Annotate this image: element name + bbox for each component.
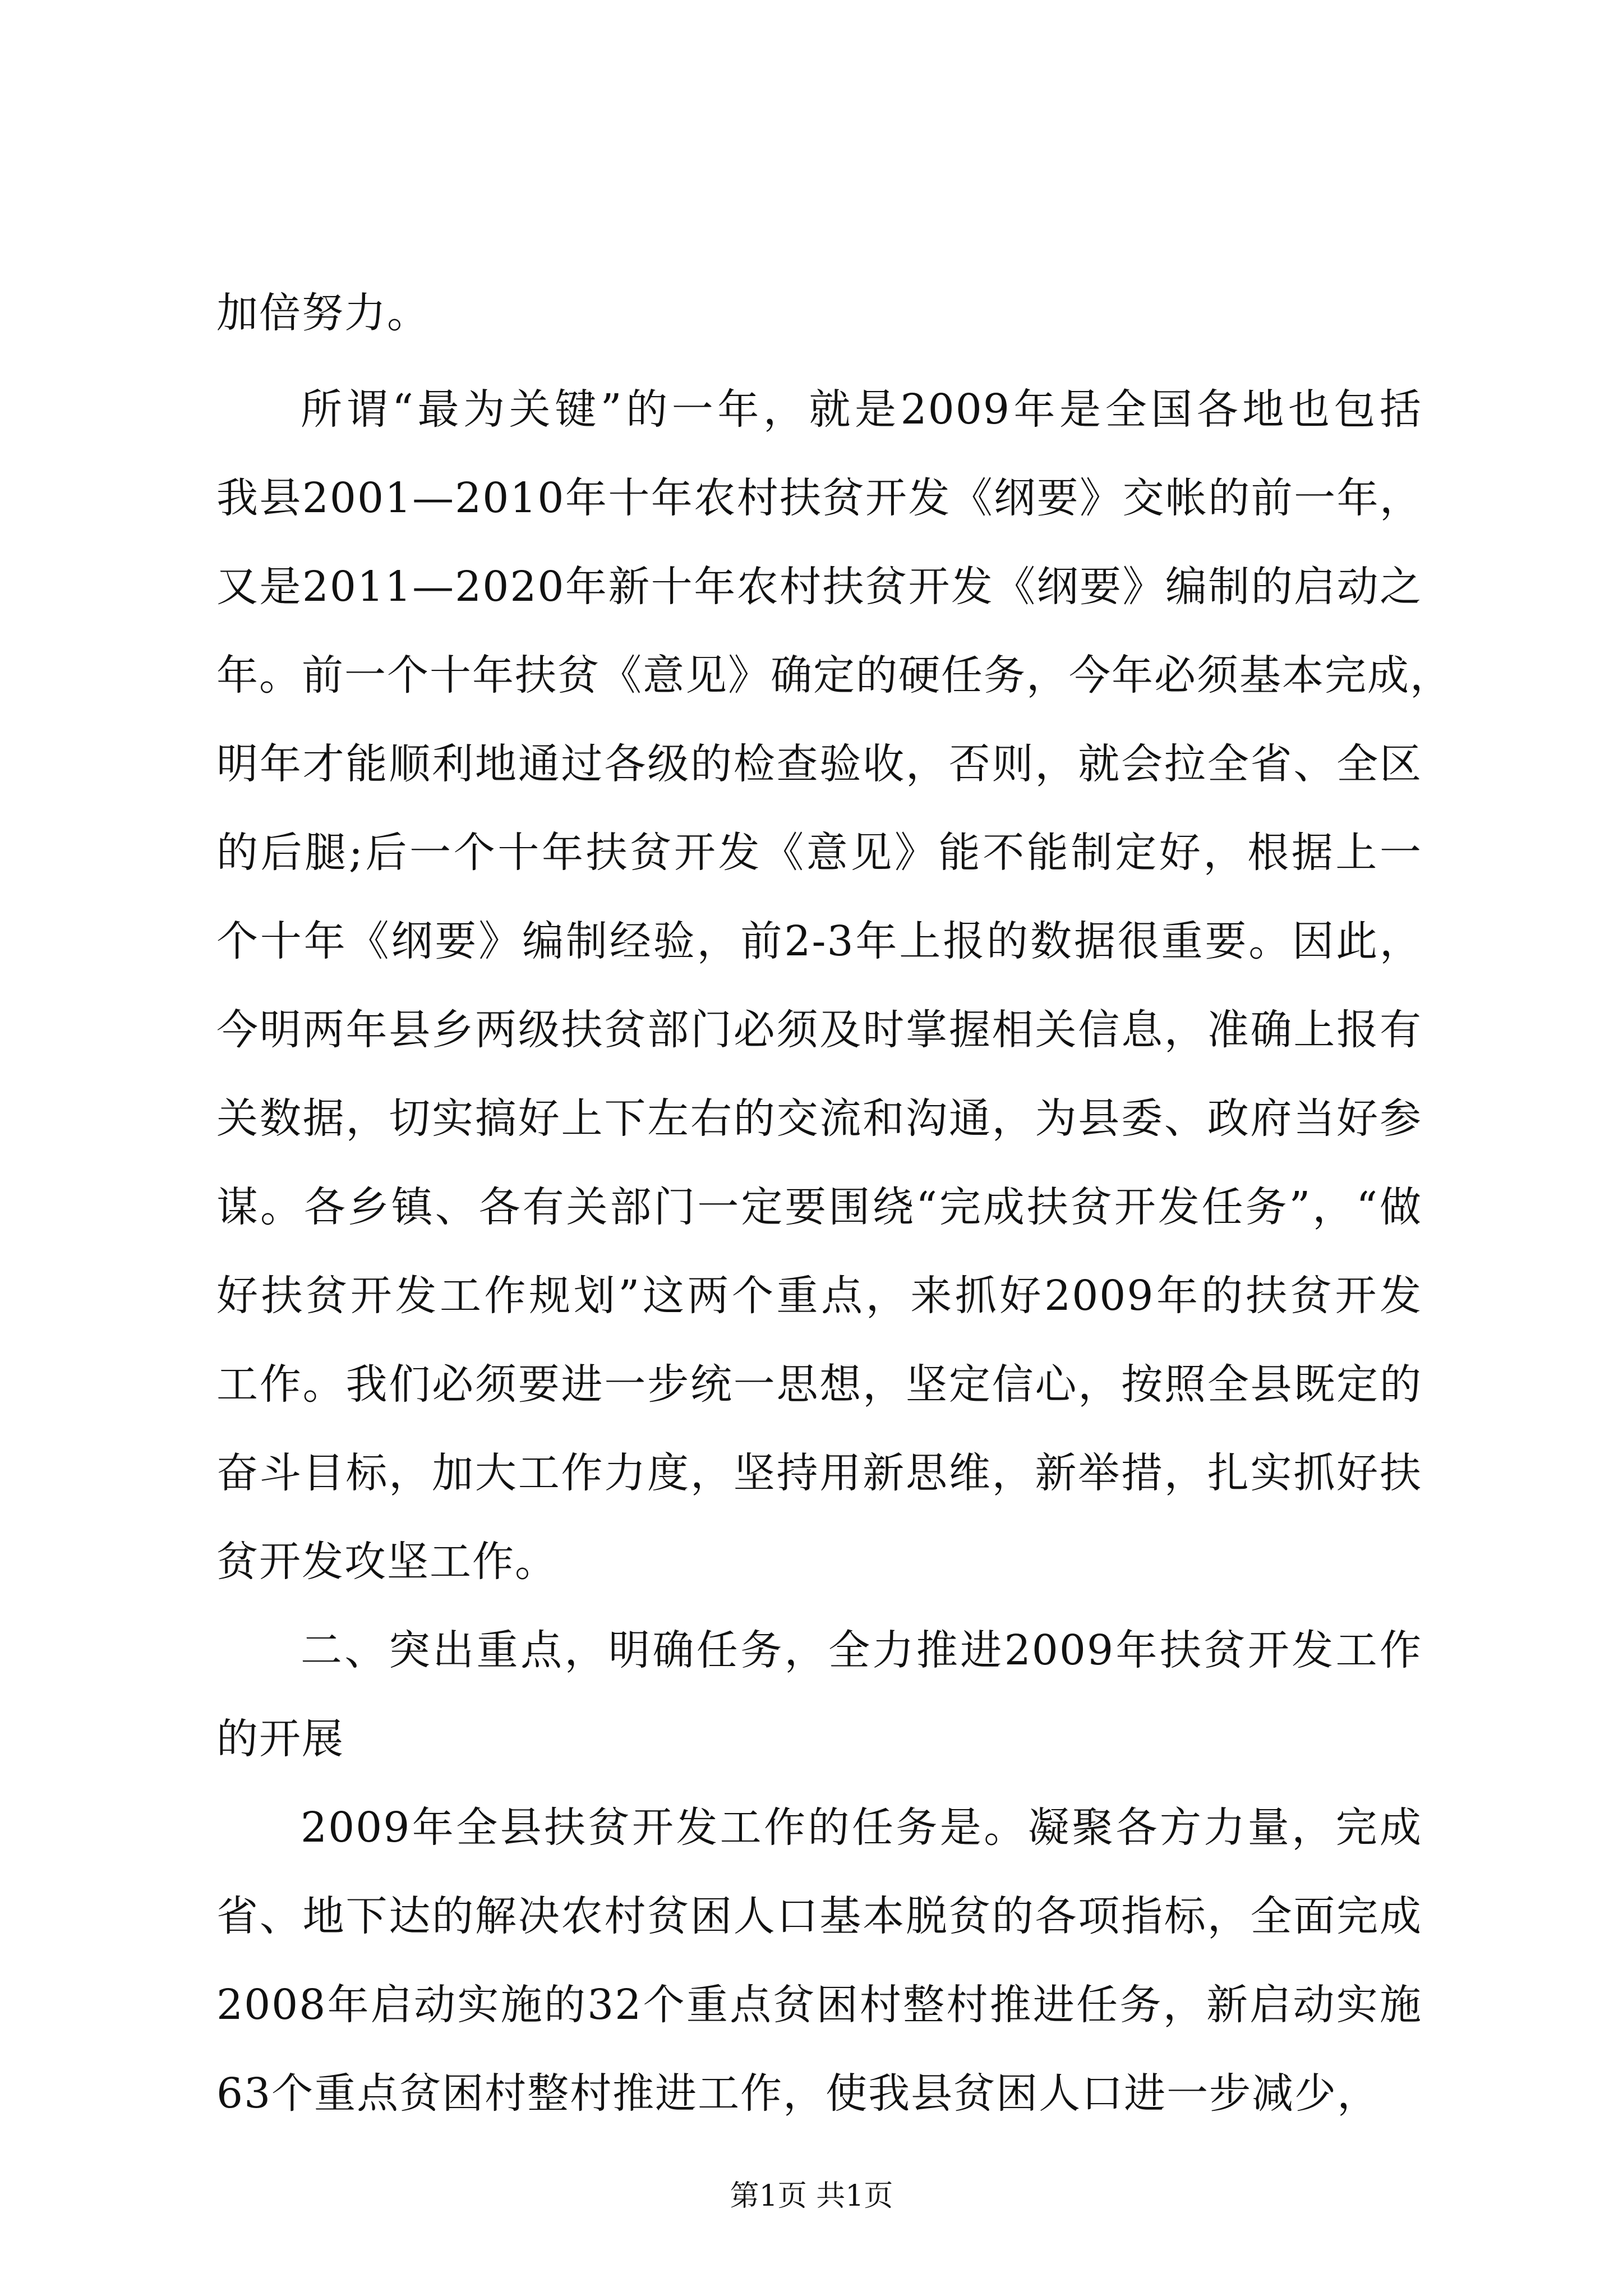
text-line: 的后腿;后一个十年扶贫开发《意见》能不能制定好，根据上一	[216, 829, 1422, 877]
text-line: 贫开发攻坚工作。	[216, 1538, 557, 1586]
text-line: 明年才能顺利地通过各级的检查验收，否则，就会拉全省、全区	[216, 740, 1422, 788]
text-line: 工作。我们必须要进一步统一思想，坚定信心，按照全县既定的	[216, 1360, 1422, 1409]
text-line: 今明两年县乡两级扶贫部门必须及时掌握相关信息，准确上报有	[216, 1006, 1422, 1054]
text-line: 奋斗目标，加大工作力度，坚持用新思维，新举措，扎实抓好扶	[216, 1449, 1422, 1497]
text-line: 关数据，切实搞好上下左右的交流和沟通，为县委、政府当好参	[216, 1094, 1422, 1143]
section-heading-line: 二、突出重点，明确任务，全力推进2009年扶贫开发工作	[301, 1626, 1422, 1674]
text-line: 又是2011—2020年新十年农村扶贫开发《纲要》编制的启动之	[216, 563, 1422, 611]
text-line: 所谓“最为关键”的一年，就是2009年是全国各地也包括	[301, 385, 1422, 434]
text-line: 我县2001—2010年十年农村扶贫开发《纲要》交帐的前一年，	[216, 474, 1422, 522]
section-heading-line: 的开展	[216, 1715, 344, 1763]
page-footer: 第1页 共1页	[730, 2179, 893, 2213]
text-line: 2008年启动实施的32个重点贫困村整村推进任务，新启动实施	[216, 1981, 1422, 2029]
text-line: 2009年全县扶贫开发工作的任务是。凝聚各方力量，完成	[301, 1803, 1422, 1852]
text-line: 63个重点贫困村整村推进工作，使我县贫困人口进一步减少，	[216, 2069, 1380, 2118]
text-line: 好扶贫开发工作规划”这两个重点，来抓好2009年的扶贫开发	[216, 1272, 1422, 1320]
text-line: 谋。各乡镇、各有关部门一定要围绕“完成扶贫开发任务”，“做	[216, 1183, 1422, 1231]
text-line: 省、地下达的解决农村贫困人口基本脱贫的各项指标，全面完成	[216, 1892, 1422, 1940]
text-line: 年。前一个十年扶贫《意见》确定的硬任务，今年必须基本完成，	[216, 651, 1453, 700]
text-line: 个十年《纲要》编制经验，前2-3年上报的数据很重要。因此，	[216, 917, 1422, 965]
text-line: 加倍努力。	[216, 289, 430, 337]
